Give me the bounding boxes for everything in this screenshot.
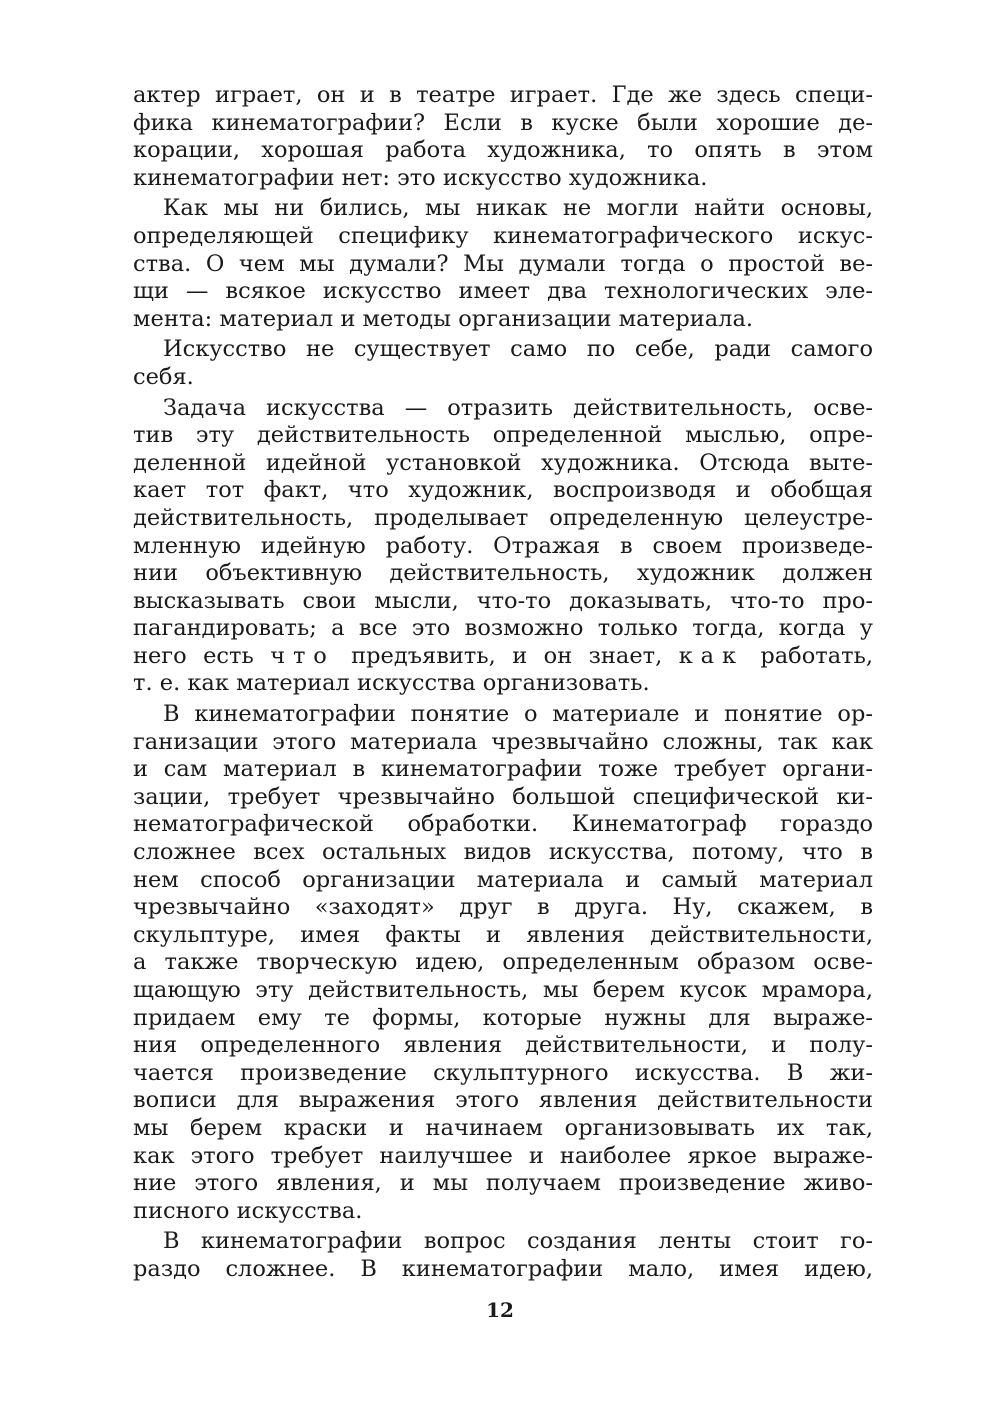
text-line: Как мы ни бились, мы никак не могли найти основы, — [163, 195, 873, 222]
text-line: мленную идейную работу. Отражая в своем произведе- — [133, 532, 873, 559]
text-line: щи — всякое искусство имеет два технологических эле- — [133, 278, 873, 305]
text-line: сложнее всех остальных видов искусства, потому, что в — [133, 839, 873, 866]
page-number: 12 — [486, 1298, 514, 1322]
text-line: кинематографии нет: это искусство художника. — [133, 164, 708, 191]
text-line: т. е. как материал искусства организовать. — [133, 670, 650, 697]
text-line: и сам материал в кинематографии тоже требует органи- — [133, 756, 873, 783]
text-line: фика кинематографии? Если в куске были хорошие де- — [133, 109, 873, 136]
text-line: В кинематографии вопрос создания ленты стоит го- — [163, 1228, 873, 1255]
spaced-emphasis: что — [270, 642, 335, 669]
text-line: В кинематографии понятие о материале и понятие ор- — [163, 701, 873, 728]
text-line: ганизации этого материала чрезвычайно сложны, так как — [133, 728, 873, 755]
text-line: актер играет, он и в театре играет. Где же здесь специ- — [133, 82, 873, 108]
text-line: писного искусства. — [133, 1197, 363, 1224]
text-segment: работать, — [743, 642, 873, 669]
text-line: чается произведение скульптурного искусства. В жи- — [133, 1059, 873, 1086]
text-line: деленной идейной установкой художника. Отсюда выте- — [133, 449, 873, 476]
spaced-emphasis: как — [678, 642, 744, 669]
body-text — [133, 82, 873, 1284]
text-line: определяющей специфику кинематографического искус- — [133, 222, 873, 249]
text-line: себя. — [133, 363, 194, 390]
text-line: зации, требует чрезвычайно большой специфической ки- — [133, 783, 873, 810]
text-line: раздо сложнее. В кинематографии мало, имея идею, — [133, 1255, 873, 1282]
text-line: кает тот факт, что художник, воспроизводя и обобщая — [133, 477, 873, 504]
text-line: Задача искусства — отразить действительность, осве- — [163, 394, 873, 421]
text-line: тив эту действительность определенной мыслью, опре- — [133, 422, 873, 449]
text-line: скульптуре, имея факты и явления действительности, — [133, 921, 873, 948]
text-line: нем способ организации материала и самый материал — [133, 866, 873, 893]
text-line: ния определенного явления действительности, и полу- — [133, 1032, 873, 1059]
text-line: пагандировать; а все это возможно только тогда, когда у — [133, 615, 873, 642]
text-line: придаем ему те формы, которые нужны для выраже- — [133, 1004, 873, 1031]
text-line: вописи для выражения этого явления действительности — [133, 1087, 873, 1114]
text-line: корации, хорошая работа художника, то опять в этом — [133, 137, 873, 164]
text-line: ства. О чем мы думали? Мы думали тогда о простой ве- — [133, 250, 873, 277]
text-line: ние этого явления, и мы получаем произведение живо- — [133, 1170, 873, 1197]
text-line: высказывать свои мысли, что-то доказывать, что-то про- — [133, 587, 873, 614]
text-line: мента: материал и методы организации материала. — [133, 305, 754, 332]
text-line: действительность, проделывает определенную целеустре- — [133, 504, 873, 531]
text-line: нематографической обработки. Кинематограф гораздо — [133, 811, 873, 838]
text-line-emphasis — [133, 643, 873, 671]
text-line: Искусство не существует само по себе, ради самого — [163, 336, 873, 363]
text-line: нии объективную действительность, художник должен — [133, 560, 873, 587]
text-line: чрезвычайно «заходят» друг в друга. Ну, скажем, в — [133, 894, 873, 921]
text-line: щающую эту действительность, мы берем кусок мрамора, — [133, 977, 873, 1003]
text-line: а также творческую идею, определенным образом осве- — [133, 949, 873, 976]
text-line: мы берем краски и начинаем организовывать их так, — [133, 1114, 873, 1141]
text-segment: предъявить, и он знает, — [334, 642, 679, 669]
text-segment: него есть — [133, 642, 271, 669]
text-line: как этого требует наилучшее и наиболее яркое выраже- — [133, 1142, 873, 1169]
